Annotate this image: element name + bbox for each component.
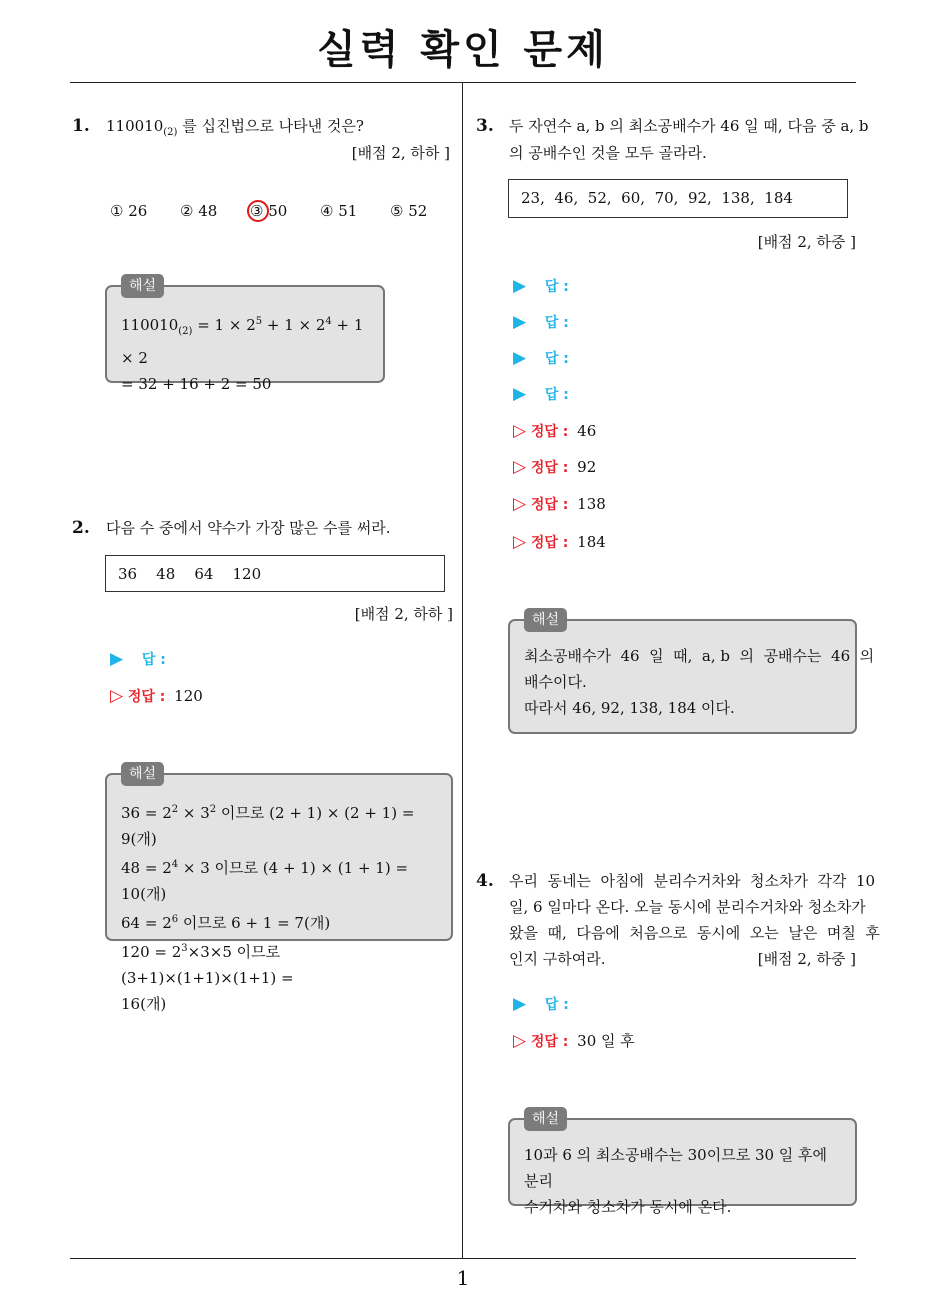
q2-solution-box <box>105 766 453 1013</box>
q1-solution-line-1: $110010_{(2)} = 1 \times 2^5 + 1 \times 2^4 + 1 \times 2$ <box>121 316 364 367</box>
answer-arrow-icon: ▶ <box>513 312 527 332</box>
correct-arrow-icon: ▷ <box>513 1031 527 1051</box>
selected-choice-circle <box>247 200 269 222</box>
q4-grade: [배점 2, 하중 ] <box>757 950 856 968</box>
q1-number: 1. <box>72 116 90 136</box>
q1-choice-1[interactable]: ① 26 <box>110 202 148 220</box>
answer-arrow-icon: ▶ <box>513 384 527 404</box>
correct-arrow-icon: ▷ <box>110 686 124 706</box>
q1-text-subscript: (2) <box>163 127 178 138</box>
q2-solution-line-5: 16(개) <box>121 995 167 1013</box>
q2-solution-line-1: $36 = 2^2 \times 3^2$ 이므로 (2 + 1) × (2 + 1) = 9(개) <box>121 804 415 848</box>
q4-number: 4. <box>476 871 494 891</box>
q3-correct-value-1: 46 <box>577 422 597 440</box>
q2-correct-label: 정답 : <box>127 689 166 705</box>
q1-choice-2[interactable]: ② 48 <box>180 202 218 220</box>
q2-solution-line-2: $48 = 2^4 \times 3$ 이므로 (4 + 1) × (1 + 1) = 10(개) <box>121 859 409 903</box>
q3-question-line-2: 의 공배수인 것을 모두 골라라. <box>509 144 707 162</box>
q3-number-box: 23, 46, 52, 60, 70, 92, 138, 184 <box>508 179 848 218</box>
q4-correct-row: ▷ 정답 : 30 일 후 <box>513 1031 635 1051</box>
correct-arrow-icon: ▷ <box>513 532 527 552</box>
page-title: 실력 확인 문제 <box>317 27 609 73</box>
q2-question: 다음 수 중에서 약수가 가장 많은 수를 써라. <box>106 519 391 537</box>
answer-arrow-icon: ▶ <box>513 994 527 1014</box>
q3-correct-row-2: ▷ 정답 : 92 <box>513 457 597 477</box>
q1-grade: [배점 2, 하하 ] <box>351 144 450 162</box>
q3-number: 3. <box>476 116 494 136</box>
q2-number-box: 36 48 64 120 <box>105 555 445 592</box>
q4-question-line-4: 인지 구하여라. <box>509 950 606 968</box>
correct-arrow-icon: ▷ <box>513 421 527 441</box>
q2-solution-tag: 해설 <box>121 762 164 786</box>
q3-solution-tag: 해설 <box>524 608 567 632</box>
top-rule <box>70 82 856 83</box>
q3-answer-row-3: ▶ 답 : <box>513 348 569 368</box>
answer-arrow-icon: ▶ <box>110 649 124 669</box>
q3-correct-row-1: ▷ 정답 : 46 <box>513 421 597 441</box>
answer-arrow-icon: ▶ <box>513 348 527 368</box>
q2-number: 2. <box>72 518 90 538</box>
q4-question-line-1: 우리 동네는 아침에 분리수거차와 청소차가 각각 10 <box>509 872 876 890</box>
q1-solution-line-2: = 32 + 16 + 2 = 50 <box>121 375 272 393</box>
q3-correct-value-4: 184 <box>577 533 606 551</box>
q3-question-line-1: 두 자연수 a, b 의 최소공배수가 46 일 때, 다음 중 a, b <box>509 117 869 135</box>
q4-solution-tag: 해설 <box>524 1107 567 1131</box>
q1-solution-tag: 해설 <box>121 274 164 298</box>
q1-solution-box <box>105 278 385 393</box>
q2-answer-label: 답 : <box>141 652 166 668</box>
q2-answer-row <box>110 649 166 669</box>
q4-solution-line-1: 10과 6 의 최소공배수는 30이므로 30 일 후에 분리 <box>524 1146 828 1190</box>
q2-grade: [배점 2, 하하 ] <box>354 605 453 623</box>
q4-solution-box <box>508 1111 857 1216</box>
q3-solution-line-3: 따라서 46, 92, 138, 184 이다. <box>524 699 735 717</box>
q1-choice-4[interactable]: ④ 51 <box>320 202 358 220</box>
q3-correct-row-3: ▷ 정답 : 138 <box>513 494 606 514</box>
q2-solution-line-3: $64 = 2^6$ 이므로 6 + 1 = 7(개) <box>121 914 331 932</box>
q3-answer-row-1: ▶ 답 : <box>513 276 569 296</box>
q4-solution-line-2: 수거차와 청소차가 동시에 온다. <box>524 1198 732 1216</box>
q1-text-rest: 를 십진법으로 나타낸 것은? <box>177 117 364 135</box>
answer-arrow-icon: ▶ <box>513 276 527 296</box>
q3-correct-row-4: ▷ 정답 : 184 <box>513 532 606 552</box>
q3-grade: [배점 2, 하중 ] <box>757 233 856 251</box>
q3-answer-row-4: ▶ 답 : <box>513 384 569 404</box>
correct-arrow-icon: ▷ <box>513 457 527 477</box>
q3-solution-line-1: 최소공배수가 46 일 때, a, b 의 공배수는 46 의 <box>524 647 875 665</box>
q3-correct-value-3: 138 <box>577 495 606 513</box>
page-number: 1 <box>456 1266 470 1290</box>
q1-choice-5[interactable]: ⑤ 52 <box>390 202 428 220</box>
q1-choice-3[interactable]: ③ 50 <box>250 202 288 220</box>
column-divider <box>462 83 463 1258</box>
q3-solution-line-2: 배수이다. <box>524 673 587 691</box>
q2-solution-line-4: $120 = 2^3\times 3\times 5$ 이므로 (3+1)×(1+1)×(1+1) = <box>121 943 294 987</box>
bottom-rule <box>70 1258 856 1259</box>
q4-answer-row: ▶ 답 : <box>513 994 569 1014</box>
q4-question-line-2: 일, 6 일마다 온다. 오늘 동시에 분리수거차와 청소차가 <box>509 898 866 916</box>
q3-solution-box <box>508 612 875 734</box>
q2-correct-row <box>110 686 203 706</box>
q3-correct-value-2: 92 <box>577 458 597 476</box>
q1-text-base: 110010 <box>106 117 164 135</box>
q4-question-line-3: 왔을 때, 다음에 처음으로 동시에 오는 날은 며칠 후 <box>509 924 880 942</box>
q2-correct-value: 120 <box>174 687 203 705</box>
correct-arrow-icon: ▷ <box>513 494 527 514</box>
q3-answer-row-2: ▶ 답 : <box>513 312 569 332</box>
q4-correct-value: 30 일 후 <box>577 1032 635 1050</box>
